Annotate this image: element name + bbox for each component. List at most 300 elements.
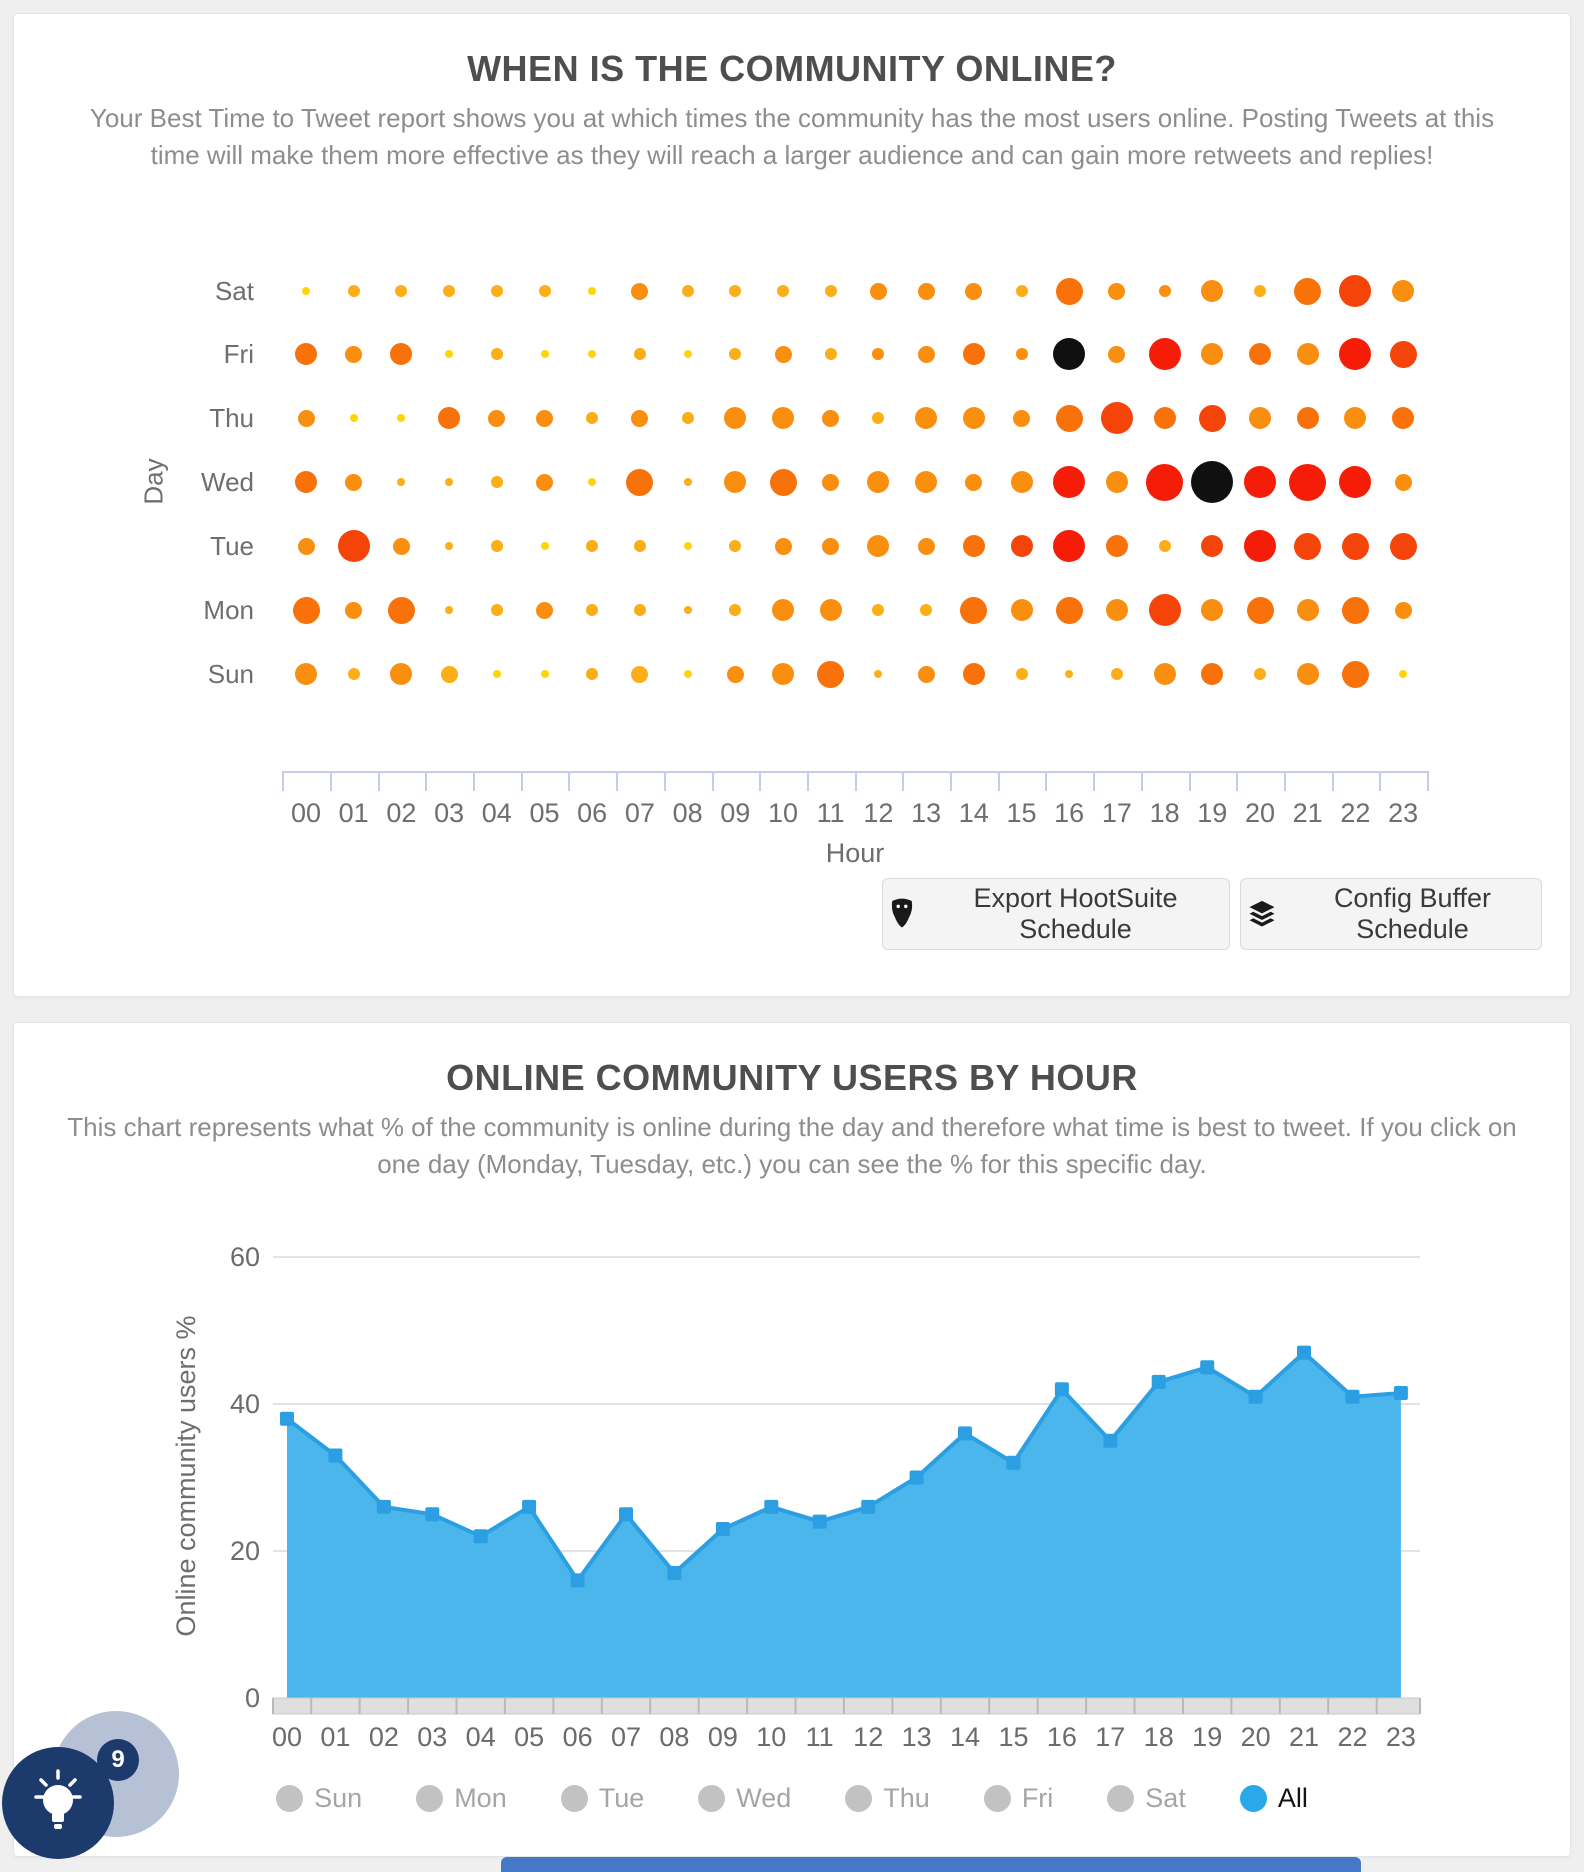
hour-label-21: 21 xyxy=(1292,798,1323,828)
x-tick-label-22: 22 xyxy=(1337,1722,1368,1752)
bubble-fri-h10 xyxy=(775,346,792,363)
bubble-thu-h13 xyxy=(915,407,937,429)
bubble-thu-h16 xyxy=(1056,405,1083,432)
bubble-sun-h08 xyxy=(684,670,692,678)
bubble-thu-h21 xyxy=(1297,407,1319,429)
hour-label-09: 09 xyxy=(720,798,751,828)
users-by-hour-panel xyxy=(13,1022,1571,1857)
bubble-thu-h17 xyxy=(1101,402,1133,434)
data-point-h10 xyxy=(764,1500,778,1514)
hour-label-16: 16 xyxy=(1054,798,1085,828)
hour-axis-tick xyxy=(1427,771,1429,791)
bubble-wed-h01 xyxy=(345,474,362,491)
bubble-tue-h06 xyxy=(586,540,598,552)
legend-dot-fri xyxy=(984,1785,1011,1812)
bubble-wed-h04 xyxy=(491,476,503,488)
legend-label-sat: Sat xyxy=(1145,1783,1186,1813)
hour-label-08: 08 xyxy=(672,798,703,828)
export-hootsuite-button[interactable] xyxy=(882,878,1230,950)
x-tick-label-23: 23 xyxy=(1385,1722,1416,1752)
bubble-thu-h19 xyxy=(1199,405,1226,432)
bubble-mon-h07 xyxy=(634,604,646,616)
bubble-wed-h17 xyxy=(1106,471,1128,493)
bubble-sat-h03 xyxy=(443,285,455,297)
hour-axis-tick xyxy=(950,771,952,791)
bubble-tue-h09 xyxy=(729,540,741,552)
bubble-tue-h20 xyxy=(1244,530,1276,562)
bubble-sun-h12 xyxy=(874,670,882,678)
hour-axis-tick xyxy=(1141,771,1143,791)
x-tick-label-02: 02 xyxy=(368,1722,399,1752)
bubble-thu-h11 xyxy=(822,410,839,427)
bubble-tue-h02 xyxy=(393,538,410,555)
bubble-tue-h08 xyxy=(684,542,692,550)
bubble-mon-h08 xyxy=(684,606,692,614)
data-point-h14 xyxy=(958,1426,972,1440)
legend-item-wed[interactable] xyxy=(698,1783,791,1814)
bubble-thu-h00 xyxy=(298,410,315,427)
bubble-sat-h10 xyxy=(777,285,789,297)
bubble-fri-h22 xyxy=(1339,338,1371,370)
bubble-tue-h21 xyxy=(1294,533,1321,560)
x-tick-label-05: 05 xyxy=(514,1722,545,1752)
y-tick-label-20: 20 xyxy=(229,1536,260,1566)
data-point-h19 xyxy=(1200,1360,1214,1374)
config-buffer-button[interactable] xyxy=(1240,878,1542,950)
bubble-sun-h18 xyxy=(1154,663,1176,685)
bubble-wed-h16 xyxy=(1053,466,1085,498)
panel2-title: ONLINE COMMUNITY USERS BY HOUR xyxy=(446,1057,1138,1098)
bubble-fri-h20 xyxy=(1249,343,1271,365)
bubble-sat-h22 xyxy=(1339,275,1371,307)
day-label-thu: Thu xyxy=(209,403,254,433)
x-tick-label-16: 16 xyxy=(1046,1722,1077,1752)
hour-label-02: 02 xyxy=(386,798,417,828)
bubble-sat-h21 xyxy=(1294,278,1321,305)
legend-dot-tue xyxy=(561,1785,588,1812)
hour-label-13: 13 xyxy=(911,798,942,828)
bubble-mon-h12 xyxy=(872,604,884,616)
bubble-mon-h10 xyxy=(772,599,794,621)
hour-label-03: 03 xyxy=(434,798,465,828)
x-tick-label-19: 19 xyxy=(1192,1722,1223,1752)
bubble-thu-h03 xyxy=(438,407,460,429)
day-label-tue: Tue xyxy=(210,531,254,561)
bubble-tue-h05 xyxy=(541,542,549,550)
bubble-wed-h11 xyxy=(822,474,839,491)
day-label-wed: Wed xyxy=(201,467,254,497)
legend-dot-wed xyxy=(698,1785,725,1812)
x-axis-strip xyxy=(273,1698,1420,1714)
bubble-sun-h23 xyxy=(1399,670,1407,678)
hour-axis-tick xyxy=(1332,771,1334,791)
bubble-wed-h12 xyxy=(867,471,889,493)
bubble-fri-h08 xyxy=(684,350,692,358)
hour-label-11: 11 xyxy=(816,798,845,828)
hour-label-12: 12 xyxy=(863,798,894,828)
hour-label-23: 23 xyxy=(1388,798,1419,828)
hour-axis-tick xyxy=(855,771,857,791)
bubble-sun-h14 xyxy=(963,663,985,685)
bubble-fri-h19 xyxy=(1201,343,1223,365)
bubble-tue-h18 xyxy=(1159,540,1171,552)
hour-label-05: 05 xyxy=(529,798,560,828)
bubble-tue-h15 xyxy=(1011,535,1033,557)
bubble-wed-h05 xyxy=(536,474,553,491)
x-tick-label-04: 04 xyxy=(465,1722,496,1752)
bubble-sun-h20 xyxy=(1254,668,1266,680)
bubble-mon-h09 xyxy=(729,604,741,616)
legend-label-thu: Thu xyxy=(883,1783,930,1813)
legend-item-mon[interactable] xyxy=(416,1783,507,1814)
bubble-wed-h02 xyxy=(397,478,405,486)
hour-label-15: 15 xyxy=(1006,798,1037,828)
bubble-sat-h01 xyxy=(348,285,360,297)
bubble-thu-h20 xyxy=(1249,407,1271,429)
data-point-h07 xyxy=(619,1507,633,1521)
data-point-h05 xyxy=(522,1500,536,1514)
bubble-thu-h18 xyxy=(1154,407,1176,429)
hour-axis-tick xyxy=(378,771,380,791)
x-tick-label-07: 07 xyxy=(610,1722,642,1752)
bubble-wed-h10 xyxy=(770,469,797,496)
hour-axis-tick xyxy=(521,771,523,791)
bubble-wed-h19 xyxy=(1191,461,1233,503)
bubble-tue-h07 xyxy=(634,540,646,552)
bubble-sun-h00 xyxy=(295,663,317,685)
hour-label-04: 04 xyxy=(481,798,512,828)
bubble-mon-h23 xyxy=(1395,602,1412,619)
bubble-wed-h18 xyxy=(1146,464,1183,501)
x-tick-label-01: 01 xyxy=(320,1722,351,1752)
bubble-sun-h19 xyxy=(1201,663,1223,685)
day-label-sat: Sat xyxy=(214,276,254,306)
hour-axis-tick xyxy=(568,771,570,791)
data-point-h06 xyxy=(571,1573,585,1587)
bubble-tue-h13 xyxy=(918,538,935,555)
bubble-fri-h04 xyxy=(491,348,503,360)
lightbulb-icon xyxy=(27,1767,89,1840)
bubble-sun-h06 xyxy=(586,668,598,680)
bubble-mon-h15 xyxy=(1011,599,1033,621)
bubble-sat-h17 xyxy=(1108,283,1125,300)
x-tick-label-10: 10 xyxy=(756,1722,787,1752)
hour-axis-tick xyxy=(1045,771,1047,791)
bubble-x-axis-label: Hour xyxy=(825,838,885,868)
area-y-axis-label: Online community users % xyxy=(171,1315,201,1637)
y-tick-label-60: 60 xyxy=(229,1242,260,1272)
hour-axis-tick xyxy=(664,771,666,791)
hour-label-01: 01 xyxy=(338,798,369,828)
x-tick-label-18: 18 xyxy=(1143,1722,1174,1752)
bubble-tue-h01 xyxy=(338,530,370,562)
bubble-wed-h07 xyxy=(626,469,653,496)
x-tick-label-08: 08 xyxy=(659,1722,690,1752)
bubble-sat-h06 xyxy=(588,287,596,295)
bubble-sun-h07 xyxy=(631,666,648,683)
bubble-sat-h12 xyxy=(870,283,887,300)
bubble-y-axis-label: Day xyxy=(138,458,169,505)
y-tick-label-0: 0 xyxy=(244,1683,260,1713)
bubble-mon-h13 xyxy=(920,604,932,616)
bubble-sun-h11 xyxy=(817,661,844,688)
export-hootsuite-label: Export HootSuite Schedule xyxy=(973,883,1178,944)
data-point-h12 xyxy=(861,1500,875,1514)
bubble-sat-h13 xyxy=(918,283,935,300)
bubble-fri-h14 xyxy=(963,343,985,365)
panel1-title: WHEN IS THE COMMUNITY ONLINE? xyxy=(467,48,1117,89)
bubble-mon-h02 xyxy=(388,597,415,624)
bubble-sun-h21 xyxy=(1297,663,1319,685)
best-time-panel xyxy=(13,13,1571,997)
bubble-wed-h00 xyxy=(295,471,317,493)
bubble-sun-h10 xyxy=(772,663,794,685)
bubble-tue-h14 xyxy=(963,535,985,557)
day-label-fri: Fri xyxy=(223,339,254,369)
hootsuite-owl-icon xyxy=(889,898,915,930)
bubble-mon-h05 xyxy=(536,602,553,619)
bubble-tue-h23 xyxy=(1390,533,1417,560)
legend-label-sun: Sun xyxy=(314,1783,363,1813)
x-tick-label-14: 14 xyxy=(949,1722,981,1752)
bubble-mon-h22 xyxy=(1342,597,1369,624)
hour-axis-tick xyxy=(759,771,761,791)
legend-dot-thu xyxy=(845,1785,872,1812)
bubble-sun-h04 xyxy=(493,670,501,678)
bubble-sat-h08 xyxy=(682,285,694,297)
hour-label-00: 00 xyxy=(290,798,322,828)
x-tick-label-03: 03 xyxy=(417,1722,448,1752)
bubble-sun-h02 xyxy=(390,663,412,685)
bubble-fri-h21 xyxy=(1297,343,1319,365)
bubble-sat-h16 xyxy=(1056,278,1083,305)
area-chart xyxy=(14,1023,1570,1856)
bubble-sun-h15 xyxy=(1016,668,1028,680)
bubble-wed-h08 xyxy=(684,478,692,486)
bottom-blue-bar[interactable] xyxy=(501,1857,1361,1872)
data-point-h16 xyxy=(1055,1382,1069,1396)
data-point-h03 xyxy=(425,1507,439,1521)
hour-axis-tick xyxy=(425,771,427,791)
legend-label-tue: Tue xyxy=(598,1783,645,1813)
data-point-h04 xyxy=(474,1529,488,1543)
data-point-h15 xyxy=(1007,1456,1021,1470)
bubble-thu-h08 xyxy=(682,412,694,424)
day-label-mon: Mon xyxy=(203,595,254,625)
x-tick-label-13: 13 xyxy=(901,1722,932,1752)
bubble-fri-h16 xyxy=(1053,338,1085,370)
panel1-description: Your Best Time to Tweet report shows you at which times the community has the most users online. Posting Tweets at this time will make them more effective as they will reach a larger audience and can gain more retweets and replies! xyxy=(89,103,1495,170)
x-tick-label-06: 06 xyxy=(562,1722,593,1752)
bubble-sun-h13 xyxy=(918,666,935,683)
buffer-stack-icon xyxy=(1247,899,1277,929)
x-tick-label-12: 12 xyxy=(853,1722,884,1752)
bubble-wed-h13 xyxy=(915,471,937,493)
hour-axis-tick xyxy=(473,771,475,791)
hour-axis-tick xyxy=(712,771,714,791)
chart-legend xyxy=(14,1783,1570,1814)
bubble-tue-h16 xyxy=(1053,530,1085,562)
legend-label-mon: Mon xyxy=(454,1783,507,1813)
bubble-tue-h00 xyxy=(298,538,315,555)
bubble-sun-h22 xyxy=(1342,661,1369,688)
bubble-mon-h14 xyxy=(960,597,987,624)
bubble-tue-h22 xyxy=(1342,533,1369,560)
bubble-fri-h02 xyxy=(390,343,412,365)
x-tick-label-21: 21 xyxy=(1288,1722,1320,1752)
hour-axis-tick xyxy=(1189,771,1191,791)
bubble-thu-h06 xyxy=(586,412,598,424)
bubble-fri-h07 xyxy=(634,348,646,360)
data-point-h18 xyxy=(1152,1375,1166,1389)
legend-item-fri[interactable] xyxy=(984,1783,1053,1814)
hour-label-14: 14 xyxy=(958,798,989,828)
legend-item-all[interactable] xyxy=(1240,1783,1308,1814)
data-point-h22 xyxy=(1346,1390,1360,1404)
bubble-mon-h21 xyxy=(1297,599,1319,621)
x-tick-label-09: 09 xyxy=(707,1722,738,1752)
bubble-tue-h10 xyxy=(775,538,792,555)
y-tick-label-40: 40 xyxy=(229,1389,260,1419)
bubble-fri-h09 xyxy=(729,348,741,360)
hour-label-22: 22 xyxy=(1340,798,1371,828)
bubble-fri-h23 xyxy=(1390,341,1417,368)
x-tick-label-17: 17 xyxy=(1095,1722,1126,1752)
hour-axis-tick xyxy=(616,771,618,791)
bubble-wed-h09 xyxy=(724,471,746,493)
x-tick-label-11: 11 xyxy=(805,1722,834,1752)
bubble-sat-h19 xyxy=(1201,280,1223,302)
bubble-tue-h17 xyxy=(1106,535,1128,557)
bubble-mon-h17 xyxy=(1106,599,1128,621)
bubble-mon-h20 xyxy=(1247,597,1274,624)
legend-item-sun[interactable] xyxy=(276,1783,362,1814)
bubble-thu-h15 xyxy=(1013,410,1030,427)
bubble-fri-h15 xyxy=(1016,348,1028,360)
bubble-sun-h17 xyxy=(1111,668,1123,680)
bubble-mon-h19 xyxy=(1201,599,1223,621)
data-point-h20 xyxy=(1249,1390,1263,1404)
legend-item-sat[interactable] xyxy=(1107,1783,1186,1814)
bubble-wed-h14 xyxy=(965,474,982,491)
bubble-thu-h12 xyxy=(872,412,884,424)
bubble-fri-h03 xyxy=(445,350,453,358)
bubble-mon-h04 xyxy=(491,604,503,616)
bubble-thu-h01 xyxy=(350,414,358,422)
bubble-thu-h09 xyxy=(724,407,746,429)
hour-axis-tick xyxy=(998,771,1000,791)
bubble-tue-h04 xyxy=(491,540,503,552)
data-point-h01 xyxy=(328,1449,342,1463)
notification-badge: 9 xyxy=(97,1739,139,1781)
bubble-sun-h09 xyxy=(727,666,744,683)
bubble-fri-h17 xyxy=(1108,346,1125,363)
x-tick-label-20: 20 xyxy=(1240,1722,1271,1752)
bubble-sat-h05 xyxy=(539,285,551,297)
data-point-h00 xyxy=(280,1412,294,1426)
hour-label-17: 17 xyxy=(1101,798,1132,828)
bubble-mon-h11 xyxy=(820,599,842,621)
bubble-sat-h11 xyxy=(825,285,837,297)
hour-axis-tick xyxy=(902,771,904,791)
hour-label-07: 07 xyxy=(624,798,655,828)
bubble-thu-h23 xyxy=(1392,407,1414,429)
hour-label-06: 06 xyxy=(577,798,608,828)
bubble-thu-h14 xyxy=(963,407,985,429)
legend-item-thu[interactable] xyxy=(845,1783,930,1814)
legend-label-all: All xyxy=(1277,1783,1308,1813)
config-buffer-label: Config Buffer Schedule xyxy=(1333,883,1492,944)
hour-axis-tick xyxy=(1093,771,1095,791)
bubble-thu-h10 xyxy=(772,407,794,429)
bubble-sat-h00 xyxy=(302,287,310,295)
hour-axis-tick xyxy=(330,771,332,791)
hour-label-19: 19 xyxy=(1197,798,1228,828)
bubble-sun-h05 xyxy=(541,670,549,678)
bubble-mon-h18 xyxy=(1149,594,1181,626)
legend-item-tue[interactable] xyxy=(561,1783,645,1814)
bubble-fri-h13 xyxy=(918,346,935,363)
x-tick-label-00: 00 xyxy=(271,1722,303,1752)
data-point-h09 xyxy=(716,1522,730,1536)
legend-dot-sun xyxy=(276,1785,303,1812)
legend-dot-sat xyxy=(1107,1785,1134,1812)
bubble-thu-h22 xyxy=(1344,407,1366,429)
bubble-wed-h06 xyxy=(588,478,596,486)
bubble-tue-h19 xyxy=(1201,535,1223,557)
bubble-sat-h14 xyxy=(965,283,982,300)
bubble-mon-h00 xyxy=(293,597,320,624)
hour-label-18: 18 xyxy=(1149,798,1180,828)
bubble-tue-h12 xyxy=(867,535,889,557)
data-point-h08 xyxy=(667,1566,681,1580)
bubble-mon-h16 xyxy=(1056,597,1083,624)
bubble-tue-h11 xyxy=(822,538,839,555)
bubble-sat-h15 xyxy=(1016,285,1028,297)
bubble-thu-h07 xyxy=(631,410,648,427)
bubble-thu-h02 xyxy=(397,414,405,422)
bubble-sun-h16 xyxy=(1065,670,1073,678)
bubble-fri-h11 xyxy=(825,348,837,360)
bubble-sat-h18 xyxy=(1159,285,1171,297)
bubble-tue-h03 xyxy=(445,542,453,550)
bubble-wed-h03 xyxy=(445,478,453,486)
data-point-h02 xyxy=(377,1500,391,1514)
bubble-fri-h01 xyxy=(345,346,362,363)
hour-axis-tick xyxy=(282,771,284,791)
x-tick-label-15: 15 xyxy=(998,1722,1029,1752)
bubble-sat-h09 xyxy=(729,285,741,297)
bubble-wed-h15 xyxy=(1011,471,1033,493)
bubble-mon-h03 xyxy=(445,606,453,614)
legend-dot-all xyxy=(1240,1785,1267,1812)
bubble-wed-h20 xyxy=(1244,466,1276,498)
bubble-wed-h21 xyxy=(1289,464,1326,501)
bubble-fri-h12 xyxy=(872,348,884,360)
data-point-h21 xyxy=(1297,1346,1311,1360)
bubble-fri-h00 xyxy=(295,343,317,365)
hour-axis-tick xyxy=(807,771,809,791)
bubble-fri-h06 xyxy=(588,350,596,358)
bubble-wed-h23 xyxy=(1395,474,1412,491)
bubble-sat-h20 xyxy=(1254,285,1266,297)
hour-label-20: 20 xyxy=(1244,798,1276,828)
bubble-sun-h03 xyxy=(441,666,458,683)
legend-label-fri: Fri xyxy=(1021,1783,1054,1813)
data-point-h23 xyxy=(1394,1386,1408,1400)
data-point-h17 xyxy=(1103,1434,1117,1448)
hour-axis-tick xyxy=(1379,771,1381,791)
